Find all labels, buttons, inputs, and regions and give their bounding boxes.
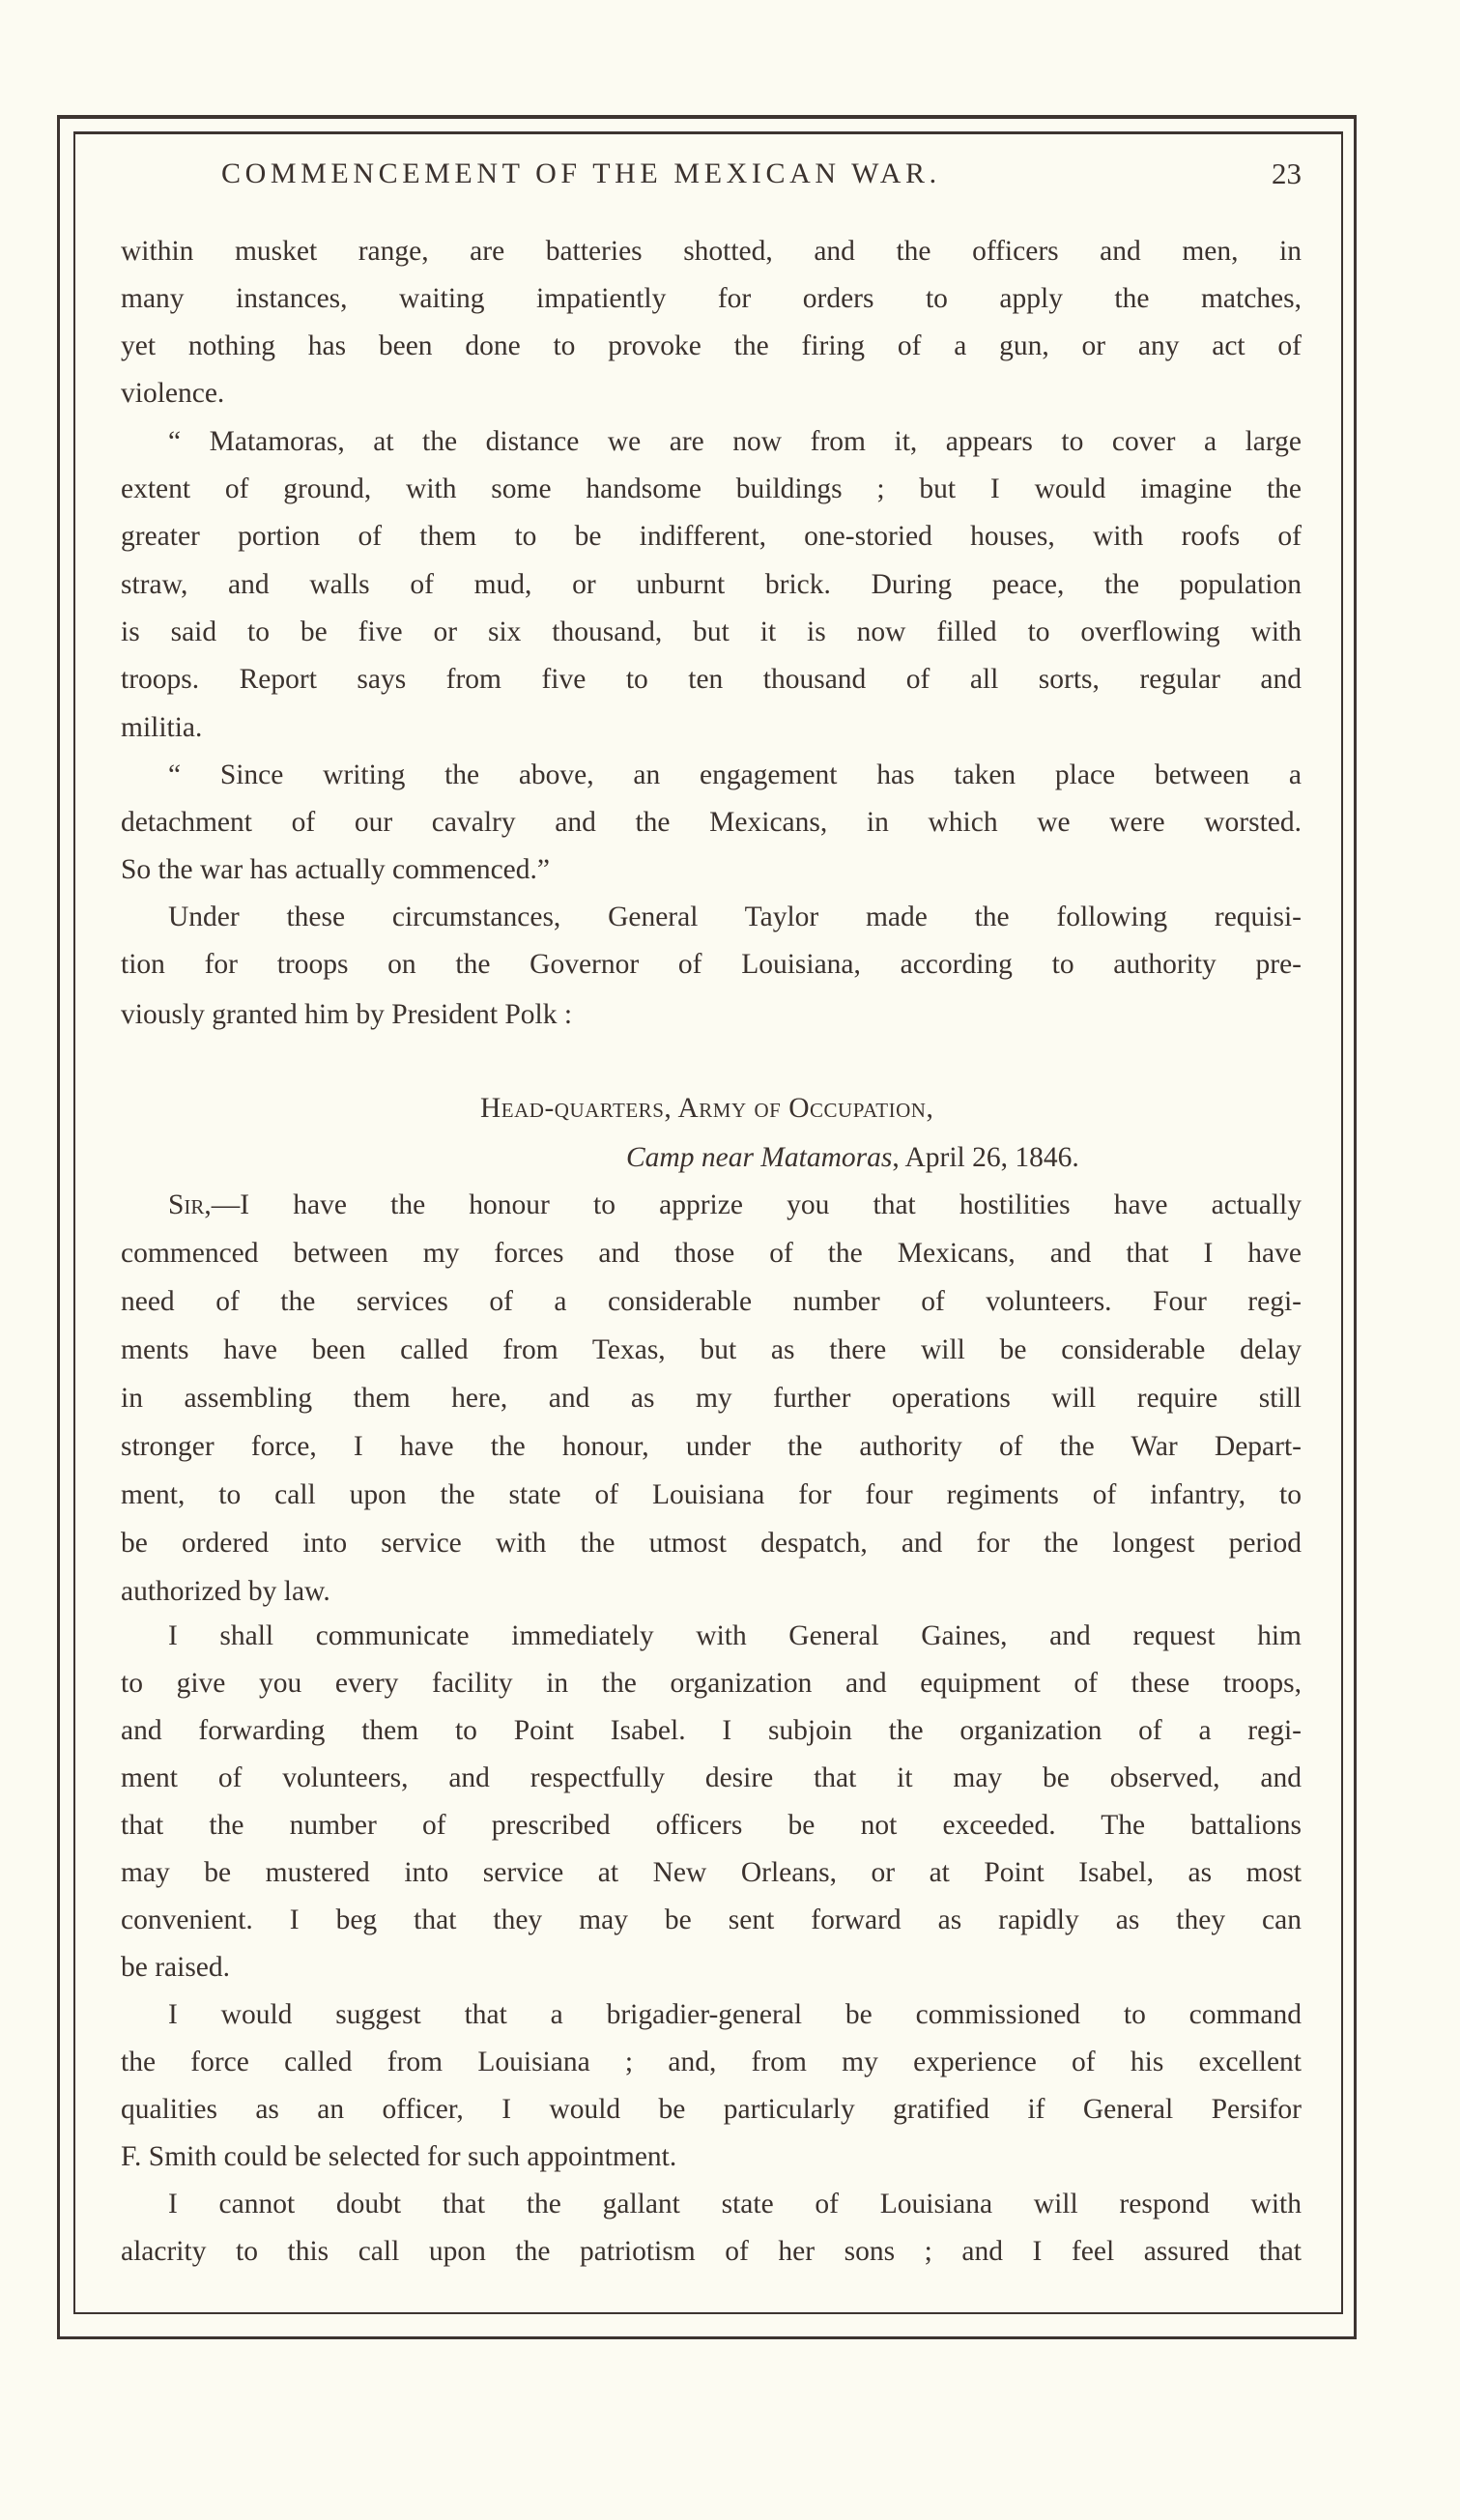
text-line: F. Smith could be selected for such appointment. bbox=[121, 2141, 677, 2172]
letter-place: Camp near Matamoras bbox=[626, 1142, 893, 1173]
running-head-title: COMMENCEMENT OF THE MEXICAN WAR. bbox=[221, 158, 941, 189]
text-line: and forwarding them to Point Isabel. I subjoin the organization of a regi- bbox=[121, 1715, 1302, 1746]
text-line: So the war has actually commenced.” bbox=[121, 854, 550, 885]
text-line: straw, and walls of mud, or unburnt brick. During peace, the population bbox=[121, 569, 1302, 600]
text-line: be ordered into service with the utmost despatch, and for the longest period bbox=[121, 1528, 1302, 1559]
running-head bbox=[121, 155, 1302, 193]
text-line: alacrity to this call upon the patriotism of her sons ; and I feel assured that bbox=[121, 2236, 1302, 2267]
salutation: Sir, bbox=[168, 1189, 212, 1220]
text-line: in assembling them here, and as my further operations will require still bbox=[121, 1383, 1302, 1414]
letter-heading: Head-quarters, Army of Occupation, bbox=[480, 1093, 934, 1124]
text-line: I would suggest that a brigadier-general be commissioned to command bbox=[168, 1999, 1302, 2030]
text-line: within musket range, are batteries shotted, and the officers and men, in bbox=[121, 236, 1302, 267]
text-line: greater portion of them to be indifferent, one-storied houses, with roofs of bbox=[121, 521, 1302, 552]
text-line: Under these circumstances, General Taylor made the following requisi- bbox=[168, 902, 1302, 932]
text-line: extent of ground, with some handsome buildings ; but I would imagine the bbox=[121, 473, 1302, 504]
text-line: qualities as an officer, I would be particularly gratified if General Persifor bbox=[121, 2094, 1302, 2125]
text-line: viously granted him by President Polk : bbox=[121, 999, 573, 1030]
text-line: to give you every facility in the organization and equipment of these troops, bbox=[121, 1668, 1302, 1699]
text-line: tion for troops on the Governor of Louisiana, according to authority pre- bbox=[121, 949, 1302, 980]
text-line: “ Matamoras, at the distance we are now from it, appears to cover a large bbox=[168, 426, 1302, 457]
text-line: is said to be five or six thousand, but it is now filled to overflowing with bbox=[121, 616, 1302, 647]
letter-dateline bbox=[626, 1138, 1079, 1177]
text-line: ments have been called from Texas, but as there will be considerable delay bbox=[121, 1334, 1302, 1365]
text-line: militia. bbox=[121, 712, 203, 743]
text-line: Sir,—I have the honour to apprize you that hostilities have actually bbox=[168, 1189, 1302, 1220]
text-line: detachment of our cavalry and the Mexicans, in which we were worsted. bbox=[121, 807, 1302, 838]
text-line: troops. Report says from five to ten thousand of all sorts, regular and bbox=[121, 664, 1302, 695]
text-line: be raised. bbox=[121, 1952, 231, 1983]
text-line: stronger force, I have the honour, under the authority of the War Depart- bbox=[121, 1431, 1302, 1462]
text-line: “ Since writing the above, an engagement has taken place between a bbox=[168, 759, 1302, 790]
text-line: violence. bbox=[121, 378, 225, 409]
letter-date: , April 26, 1846. bbox=[892, 1142, 1079, 1173]
text-line: ment, to call upon the state of Louisiana for four regiments of infantry, to bbox=[121, 1479, 1302, 1510]
text-line: ment of volunteers, and respectfully desire that it may be observed, and bbox=[121, 1762, 1302, 1793]
text-line: that the number of prescribed officers be not exceeded. The battalions bbox=[121, 1810, 1302, 1841]
text-line: I shall communicate immediately with General Gaines, and request him bbox=[168, 1620, 1302, 1651]
text-line: convenient. I beg that they may be sent forward as rapidly as they can bbox=[121, 1904, 1302, 1935]
text-line: may be mustered into service at New Orleans, or at Point Isabel, as most bbox=[121, 1857, 1302, 1888]
text-line: yet nothing has been done to provoke the firing of a gun, or any act of bbox=[121, 330, 1302, 361]
text-line: many instances, waiting impatiently for orders to apply the matches, bbox=[121, 283, 1302, 314]
text-line: commenced between my forces and those of the Mexicans, and that I have bbox=[121, 1238, 1302, 1269]
text-line: authorized by law. bbox=[121, 1576, 330, 1607]
text-line: the force called from Louisiana ; and, from my experience of his excellent bbox=[121, 2047, 1302, 2077]
page-number: 23 bbox=[1272, 157, 1302, 190]
text-line: need of the services of a considerable number of volunteers. Four regi- bbox=[121, 1286, 1302, 1317]
text-line: I cannot doubt that the gallant state of Louisiana will respond with bbox=[168, 2189, 1302, 2219]
